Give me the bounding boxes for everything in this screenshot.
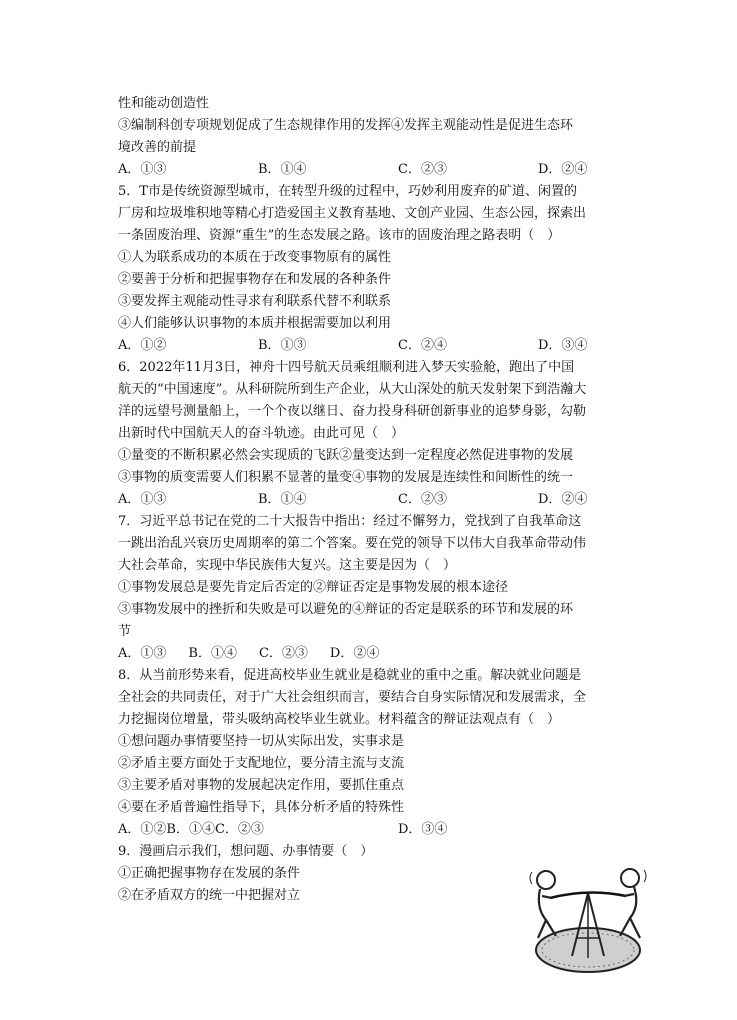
q8-stem-line: 力挖掘岗位增量，带头吸纳高校毕业生就业。材料蕴含的辩证法观点有（ ） [118, 712, 561, 727]
option-c[interactable]: C．②③ [398, 162, 447, 177]
left-motion-line [530, 872, 532, 884]
q5-item: ①人为联系成功的本质在于改变事物原有的属性 [118, 250, 392, 265]
q6-stem-line: 6．2022年11月3日，神舟十四号航天员乘组顺利进入梦天实验舱，跑出了中国 [118, 360, 575, 375]
right-motion-line [644, 870, 646, 882]
q5-stem-line: 厂房和垃圾堆积地等精心打造爱国主义教育基地、文创产业园、生态公园，探索出 [118, 206, 587, 221]
option-d[interactable]: D．②④ [329, 646, 380, 661]
q5-item: ③要发挥主观能动性寻求有利联系代替不利联系 [118, 294, 392, 309]
left-figure-head [537, 871, 555, 889]
q9-item: ②在矛盾双方的统一中把握对立 [118, 888, 301, 903]
option-a[interactable]: A．①③ [118, 492, 167, 507]
option-c[interactable]: C．②④ [398, 338, 447, 353]
option-a[interactable]: A．①② [118, 338, 167, 353]
option-a[interactable]: A．①③ [118, 646, 167, 661]
option-c[interactable]: C．②③ [258, 646, 308, 661]
q7-item: 节 [118, 624, 132, 639]
q5-stem-line: 一条固废治理、资源“重生”的生态发展之路。该市的固废治理之路表明（ ） [118, 228, 561, 243]
q8-item: ③主要矛盾对事物的发展起决定作用，要抓住重点 [118, 778, 405, 793]
question-7 [118, 511, 618, 665]
question-content [118, 93, 618, 907]
tug-of-war-cartoon [528, 858, 648, 978]
q8-options [118, 819, 618, 841]
q4-options [118, 159, 618, 181]
q5-item: ②要善于分析和把握事物存在和发展的各种条件 [118, 272, 392, 287]
q6-stem-line: 洋的远望号测量船上，一个个夜以继日、奋力投身科研创新事业的追梦身影，勾勒 [118, 404, 587, 419]
option-b[interactable]: B．①④ [258, 492, 307, 507]
q6-item: ①量变的不断积累必然会实现质的飞跃②量变达到一定程度必然促进事物的发展 [118, 448, 574, 463]
q8-stem-line: 8．从当前形势来看，促进高校毕业生就业是稳就业的重中之重。解决就业问题是 [118, 668, 582, 683]
q5-options [118, 335, 618, 357]
q5-item: ④人们能够认识事物的本质并根据需要加以利用 [118, 316, 392, 331]
q9-item: ①正确把握事物存在发展的条件 [118, 866, 301, 881]
text-line: ③编制科创专项规划促成了生态规律作用的发挥④发挥主观能动性是促进生态环 [118, 118, 574, 133]
question-5 [118, 181, 618, 357]
q7-stem-line: 大社会革命，实现中华民族伟大复兴。这主要是因为（ ） [118, 558, 457, 573]
option-b[interactable]: B．①③ [258, 338, 307, 353]
q7-item: ①事物发展总是要先肯定后否定的②辩证否定是事物发展的根本途径 [118, 580, 509, 595]
text-line: 性和能动创造性 [118, 96, 210, 111]
q7-stem-line: 一跳出治乱兴衰历史周期率的第二个答案。要在党的领导下以伟大自我革命带动伟 [118, 536, 587, 551]
option-b[interactable]: B．①④ [188, 646, 237, 661]
q6-options [118, 489, 618, 511]
q6-stem-line: 出新时代中国航天人的奋斗轨迹。由此可见（ ） [118, 426, 405, 441]
question-8 [118, 665, 618, 841]
option-b[interactable]: B．①④ [258, 162, 307, 177]
option-d[interactable]: D．③④ [398, 822, 448, 837]
q8-item: ④要在矛盾普遍性指导下，具体分析矛盾的特殊性 [118, 800, 405, 815]
question-6 [118, 357, 618, 511]
q8-item: ①想问题办事情要坚持一切从实际出发，实事求是 [118, 734, 405, 749]
option-c[interactable]: C．②③ [398, 492, 447, 507]
option-d[interactable]: D．③④ [538, 338, 588, 353]
option-a[interactable]: A．①③ [118, 162, 167, 177]
q7-options [118, 643, 618, 665]
option-d[interactable]: D．②④ [538, 492, 588, 507]
q6-stem-line: 航天的“中国速度”。从科研院所到生产企业，从大山深处的航天发射架下到浩瀚大 [118, 382, 587, 397]
q7-stem-line: 7．习近平总书记在党的二十大报告中指出：经过不懈努力，党找到了自我革命这 [118, 514, 582, 529]
q6-item: ③事物的质变需要人们积累不显著的量变④事物的发展是连续性和间断性的统一 [118, 470, 574, 485]
q9-stem-line: 9．漫画启示我们，想问题、办事情要（ ） [118, 844, 374, 859]
q5-stem-line: 5．T市是传统资源型城市，在转型升级的过程中，巧妙利用废弃的矿道、闲置的 [118, 184, 577, 199]
right-figure-head [621, 869, 639, 887]
option-d[interactable]: D．②④ [538, 162, 588, 177]
q8-item: ②矛盾主要方面处于支配地位，要分清主流与支流 [118, 756, 405, 771]
q8-stem-line: 全社会的共同责任，对于广大社会组织而言，要结合自身实际情况和发展需求，全 [118, 690, 587, 705]
text-line: 境改善的前提 [118, 140, 197, 155]
q7-item: ③事物发展中的挫折和失败是可以避免的④辩证的否定是联系的环节和发展的环 [118, 602, 574, 617]
option-abc[interactable]: A．①②B．①④C．②③ [118, 822, 264, 837]
